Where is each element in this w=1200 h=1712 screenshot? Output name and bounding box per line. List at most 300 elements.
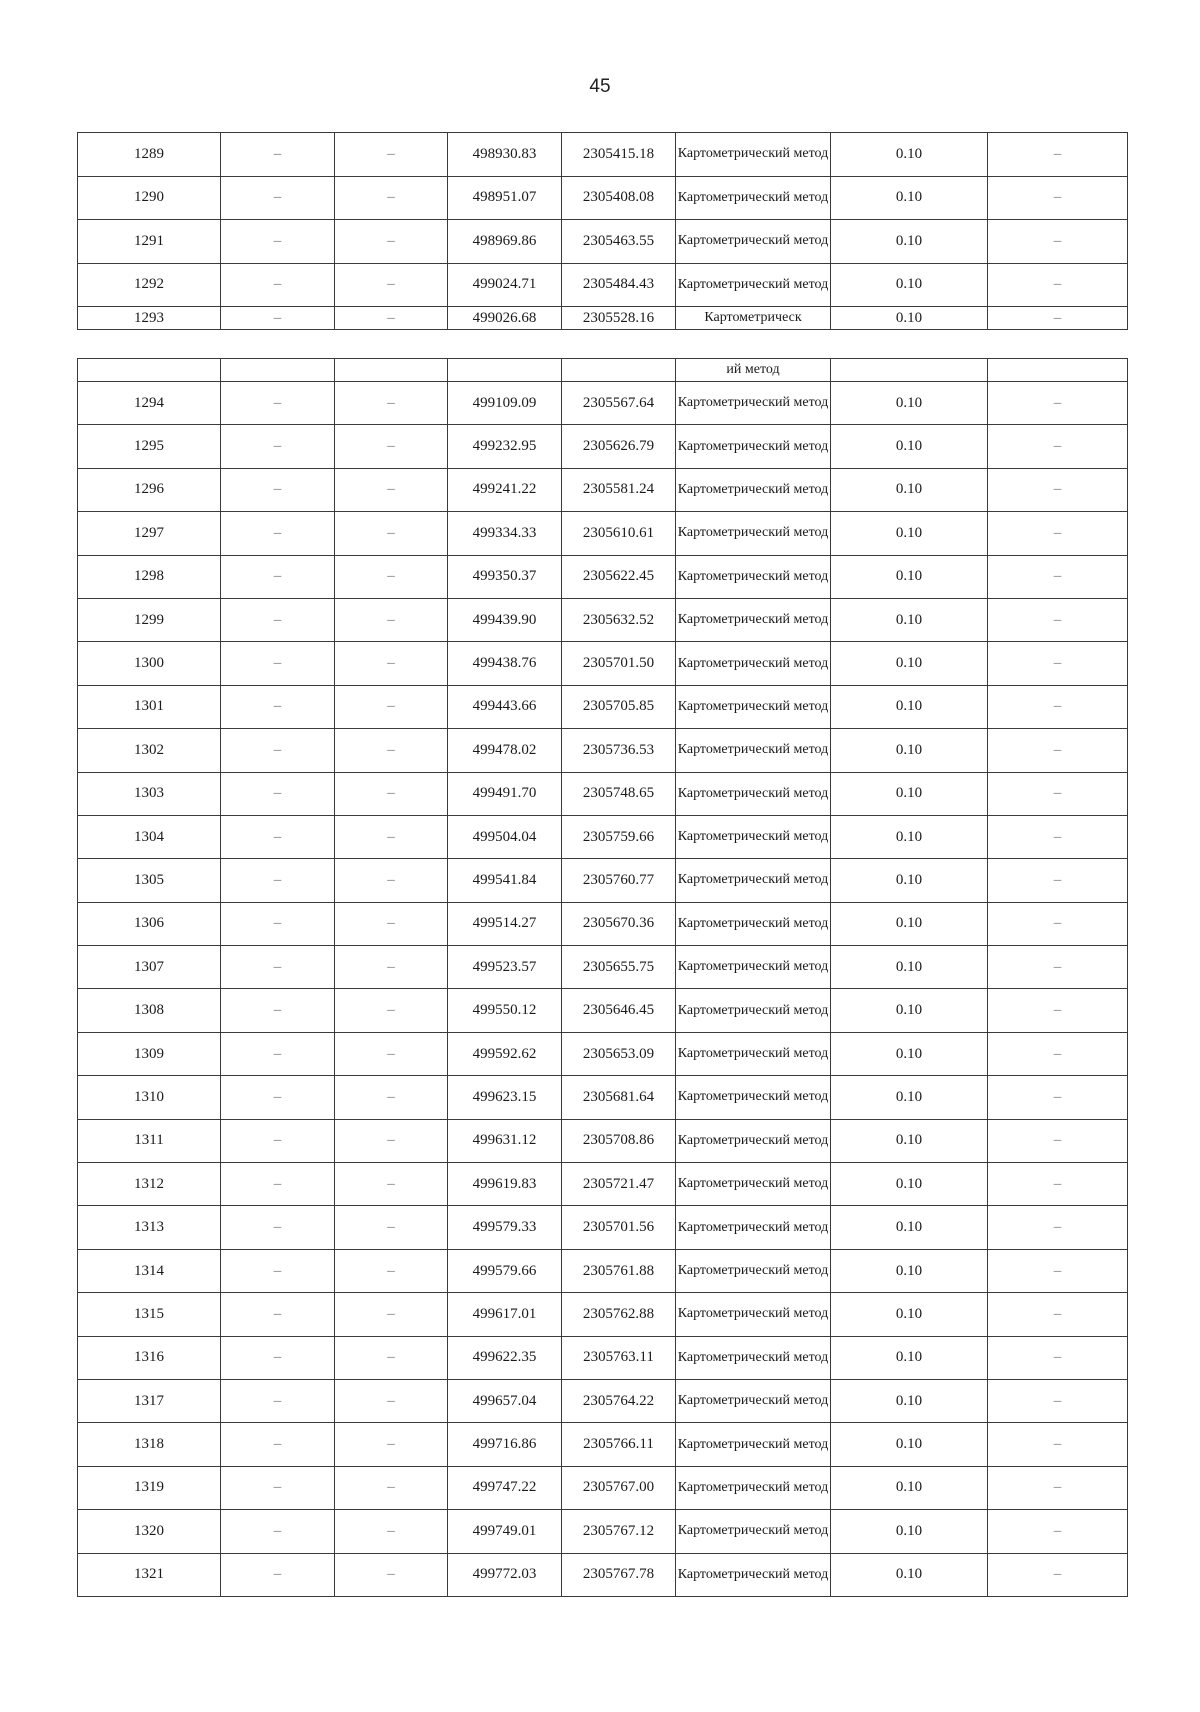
dash-cell: – [335,1249,448,1292]
point-number-cell: 1293 [78,307,221,330]
x-coordinate-cell: 498951.07 [448,176,562,220]
dash-cell: – [221,1510,335,1553]
table-row [78,263,1128,307]
y-coordinate-cell: 2305681.64 [562,1076,676,1119]
y-coordinate-cell: 2305721.47 [562,1163,676,1206]
dash-cell: – [335,989,448,1032]
y-coordinate-cell: 2305610.61 [562,512,676,555]
coordinates-table-part-1 [77,132,1128,330]
x-coordinate-cell: 499026.68 [448,307,562,330]
dash-cell: – [988,1379,1128,1422]
method-cell: Картометрический метод [676,598,831,641]
point-number-cell: 1321 [78,1553,221,1596]
table-row [78,468,1128,511]
x-coordinate-cell: 499334.33 [448,512,562,555]
table-row [78,1379,1128,1422]
dash-cell: – [988,1163,1128,1206]
dash-cell: – [988,1553,1128,1596]
point-number-cell: 1295 [78,425,221,468]
y-coordinate-cell: 2305760.77 [562,859,676,902]
y-coordinate-cell: 2305736.53 [562,729,676,772]
dash-cell: – [335,425,448,468]
dash-cell: – [335,1466,448,1509]
dash-cell: – [988,555,1128,598]
dash-cell: – [988,307,1128,330]
y-coordinate-cell: 2305484.43 [562,263,676,307]
y-coordinate-cell: 2305632.52 [562,598,676,641]
method-cell: Картометрический метод [676,220,831,264]
dash-cell: – [221,1553,335,1596]
dash-cell: – [221,220,335,264]
x-coordinate-cell: 499592.62 [448,1032,562,1075]
dash-cell: – [988,815,1128,858]
dash-cell: – [221,425,335,468]
y-coordinate-cell: 2305764.22 [562,1379,676,1422]
point-number-cell: 1316 [78,1336,221,1379]
method-cell: Картометрический метод [676,468,831,511]
error-cell: 0.10 [831,815,988,858]
point-number-cell: 1297 [78,512,221,555]
dash-cell: – [221,1206,335,1249]
method-cell: Картометрический метод [676,133,831,177]
point-number-cell: 1310 [78,1076,221,1119]
point-number-cell: 1315 [78,1293,221,1336]
dash-cell: – [988,133,1128,177]
method-cell: Картометрический метод [676,1510,831,1553]
error-cell: 0.10 [831,307,988,330]
method-cell: ий метод [676,359,831,382]
point-number-cell: 1300 [78,642,221,685]
dash-cell: – [988,1119,1128,1162]
error-cell: 0.10 [831,729,988,772]
x-coordinate-cell: 499439.90 [448,598,562,641]
y-coordinate-cell: 2305763.11 [562,1336,676,1379]
dash-cell: – [221,729,335,772]
dash-cell: – [221,772,335,815]
point-number-cell: 1319 [78,1466,221,1509]
error-cell: 0.10 [831,1336,988,1379]
y-coordinate-cell: 2305767.12 [562,1510,676,1553]
table-row [78,133,1128,177]
y-coordinate-cell: 2305626.79 [562,425,676,468]
table-row [78,1466,1128,1509]
point-number-cell: 1320 [78,1510,221,1553]
table-row [78,1163,1128,1206]
dash-cell: – [988,859,1128,902]
dash-cell: – [988,1293,1128,1336]
method-cell: Картометрический метод [676,1249,831,1292]
method-cell: Картометрический метод [676,685,831,728]
dash-cell: – [988,1423,1128,1466]
dash-cell: – [335,1163,448,1206]
method-cell: Картометрический метод [676,176,831,220]
dash-cell: – [335,512,448,555]
point-number-cell: 1312 [78,1163,221,1206]
y-coordinate-cell: 2305748.65 [562,772,676,815]
method-cell: Картометрический метод [676,859,831,902]
dash-cell: – [988,220,1128,264]
table-row [78,425,1128,468]
point-number-cell: 1303 [78,772,221,815]
table-row [78,859,1128,902]
method-cell: Картометрический метод [676,1379,831,1422]
method-cell: Картометрический метод [676,989,831,1032]
table-row [78,1076,1128,1119]
error-cell: 0.10 [831,220,988,264]
point-number-cell: 1311 [78,1119,221,1162]
dash-cell: – [221,1336,335,1379]
method-cell: Картометрический метод [676,729,831,772]
error-cell: 0.10 [831,468,988,511]
x-coordinate-cell: 498930.83 [448,133,562,177]
dash-cell: – [335,133,448,177]
y-coordinate-cell: 2305759.66 [562,815,676,858]
method-cell: Картометрический метод [676,382,831,425]
y-coordinate-cell: 2305670.36 [562,902,676,945]
y-coordinate-cell: 2305415.18 [562,133,676,177]
method-cell: Картометрический метод [676,1336,831,1379]
table-row [78,382,1128,425]
dash-cell: – [335,1119,448,1162]
dash-cell: – [988,946,1128,989]
y-coordinate-cell: 2305701.50 [562,642,676,685]
dash-cell: – [335,815,448,858]
dash-cell: – [221,815,335,858]
dash-cell: – [221,307,335,330]
y-coordinate-cell: 2305762.88 [562,1293,676,1336]
error-cell: 0.10 [831,1076,988,1119]
point-number-cell: 1306 [78,902,221,945]
y-coordinate-cell: 2305701.56 [562,1206,676,1249]
point-number-cell: 1308 [78,989,221,1032]
error-cell: 0.10 [831,989,988,1032]
method-cell: Картометрический метод [676,1466,831,1509]
error-cell: 0.10 [831,1423,988,1466]
page-number: 45 [589,76,611,97]
x-coordinate-cell: 499579.33 [448,1206,562,1249]
dash-cell: – [221,902,335,945]
method-cell: Картометрический метод [676,902,831,945]
x-coordinate-cell: 499504.04 [448,815,562,858]
error-cell: 0.10 [831,1249,988,1292]
dash-cell: – [221,859,335,902]
method-cell: Картометрический метод [676,1163,831,1206]
method-cell: Картометрический метод [676,512,831,555]
dash-cell: – [335,946,448,989]
dash-cell: – [988,1466,1128,1509]
table-row [78,512,1128,555]
dash-cell: – [988,1206,1128,1249]
coordinates-table-part-2 [77,358,1128,1597]
table-row [78,772,1128,815]
error-cell: 0.10 [831,1163,988,1206]
point-number-cell: 1294 [78,382,221,425]
y-coordinate-cell: 2305622.45 [562,555,676,598]
y-coordinate-cell: 2305705.85 [562,685,676,728]
x-coordinate-cell: 499443.66 [448,685,562,728]
error-cell: 0.10 [831,772,988,815]
dash-cell: – [988,425,1128,468]
dash-cell: – [221,946,335,989]
point-number-cell: 1290 [78,176,221,220]
table-row [78,946,1128,989]
point-number-cell: 1318 [78,1423,221,1466]
dash-cell: – [221,1119,335,1162]
dash-cell: – [221,598,335,641]
x-coordinate-cell: 499550.12 [448,989,562,1032]
table-body-part-2 [78,359,1128,1597]
dash-cell: – [335,1423,448,1466]
method-cell: Картометрический метод [676,555,831,598]
dash-cell: – [335,1076,448,1119]
dash-cell: – [335,1032,448,1075]
point-number-cell: 1298 [78,555,221,598]
x-coordinate-cell: 499523.57 [448,946,562,989]
method-cell: Картометрический метод [676,263,831,307]
method-cell: Картометрический метод [676,425,831,468]
dash-cell: – [335,1510,448,1553]
dash-cell: – [335,468,448,511]
dash-cell: – [221,263,335,307]
error-cell: 0.10 [831,133,988,177]
method-cell: Картометрический метод [676,1553,831,1596]
point-number-cell: 1289 [78,133,221,177]
point-number-cell: 1317 [78,1379,221,1422]
x-coordinate-cell: 499772.03 [448,1553,562,1596]
dash-cell: – [221,176,335,220]
dash-cell: – [335,1293,448,1336]
x-coordinate-cell: 499747.22 [448,1466,562,1509]
x-coordinate-cell: 499350.37 [448,555,562,598]
error-cell: 0.10 [831,512,988,555]
method-cell: Картометрический метод [676,1293,831,1336]
method-cell: Картометрический метод [676,946,831,989]
dash-cell: – [988,989,1128,1032]
y-coordinate-cell: 2305408.08 [562,176,676,220]
table-row [78,685,1128,728]
x-coordinate-cell: 499491.70 [448,772,562,815]
dash-cell: – [988,642,1128,685]
table-row [78,1553,1128,1596]
dash-cell: – [221,555,335,598]
y-coordinate-cell: 2305567.64 [562,382,676,425]
table-row [78,555,1128,598]
dash-cell: – [988,729,1128,772]
x-coordinate-cell: 499232.95 [448,425,562,468]
dash-cell: – [221,1076,335,1119]
table-row [78,815,1128,858]
dash-cell: – [335,555,448,598]
error-cell: 0.10 [831,1293,988,1336]
dash-cell: – [221,1032,335,1075]
x-coordinate-cell: 498969.86 [448,220,562,264]
dash-cell: – [335,772,448,815]
point-number-cell: 1309 [78,1032,221,1075]
table-row-carryover [78,359,1128,382]
table-row [78,598,1128,641]
table-row [78,1119,1128,1162]
dash-cell: – [988,1336,1128,1379]
dash-cell: – [988,382,1128,425]
dash-cell: – [988,263,1128,307]
dash-cell: – [335,220,448,264]
x-coordinate-cell: 499241.22 [448,468,562,511]
dash-cell: – [335,1379,448,1422]
dash-cell: – [221,1466,335,1509]
x-coordinate-cell: 499024.71 [448,263,562,307]
x-coordinate-cell: 499438.76 [448,642,562,685]
dash-cell: – [221,685,335,728]
dash-cell: – [988,1249,1128,1292]
x-coordinate-cell: 499541.84 [448,859,562,902]
x-coordinate-cell: 499716.86 [448,1423,562,1466]
point-number-cell: 1313 [78,1206,221,1249]
table-row [78,1032,1128,1075]
error-cell: 0.10 [831,859,988,902]
dash-cell: – [335,902,448,945]
y-coordinate-cell: 2305528.16 [562,307,676,330]
dash-cell: – [988,1032,1128,1075]
dash-cell: – [988,772,1128,815]
point-number-cell: 1301 [78,685,221,728]
dash-cell: – [988,468,1128,511]
dash-cell: – [221,382,335,425]
error-cell: 0.10 [831,1206,988,1249]
error-cell: 0.10 [831,946,988,989]
y-coordinate-cell: 2305581.24 [562,468,676,511]
dash-cell: – [335,642,448,685]
y-coordinate-cell: 2305708.86 [562,1119,676,1162]
table-row [78,902,1128,945]
y-coordinate-cell: 2305655.75 [562,946,676,989]
dash-cell: – [221,989,335,1032]
table-row [78,729,1128,772]
x-coordinate-cell: 499749.01 [448,1510,562,1553]
dash-cell: – [988,1510,1128,1553]
x-coordinate-cell: 499623.15 [448,1076,562,1119]
dash-cell: – [335,859,448,902]
table-row [78,1336,1128,1379]
table-row [78,1206,1128,1249]
dash-cell: – [221,1163,335,1206]
method-cell: Картометрический метод [676,1032,831,1075]
table-row [78,176,1128,220]
dash-cell: – [335,263,448,307]
y-coordinate-cell: 2305646.45 [562,989,676,1032]
point-number-cell: 1299 [78,598,221,641]
table-row [78,642,1128,685]
table-row [78,1293,1128,1336]
table-row [78,1510,1128,1553]
x-coordinate-cell: 499514.27 [448,902,562,945]
x-coordinate-cell: 499109.09 [448,382,562,425]
method-cell: Картометрическ [676,307,831,330]
dash-cell: – [335,1336,448,1379]
error-cell: 0.10 [831,1379,988,1422]
y-coordinate-cell: 2305767.78 [562,1553,676,1596]
dash-cell: – [335,382,448,425]
point-number-cell: 1292 [78,263,221,307]
method-cell: Картометрический метод [676,1423,831,1466]
y-coordinate-cell: 2305767.00 [562,1466,676,1509]
x-coordinate-cell: 499478.02 [448,729,562,772]
x-coordinate-cell: 499579.66 [448,1249,562,1292]
x-coordinate-cell: 499617.01 [448,1293,562,1336]
y-coordinate-cell: 2305761.88 [562,1249,676,1292]
method-cell: Картометрический метод [676,772,831,815]
dash-cell: – [988,685,1128,728]
method-cell: Картометрический метод [676,815,831,858]
dash-cell: – [988,176,1128,220]
error-cell: 0.10 [831,642,988,685]
dash-cell: – [221,512,335,555]
x-coordinate-cell: 499657.04 [448,1379,562,1422]
dash-cell: – [335,729,448,772]
dash-cell: – [335,307,448,330]
error-cell: 0.10 [831,902,988,945]
y-coordinate-cell: 2305463.55 [562,220,676,264]
error-cell: 0.10 [831,1032,988,1075]
dash-cell: – [221,1423,335,1466]
dash-cell: – [221,1379,335,1422]
dash-cell: – [988,902,1128,945]
x-coordinate-cell: 499619.83 [448,1163,562,1206]
dash-cell: – [221,1293,335,1336]
point-number-cell: 1291 [78,220,221,264]
error-cell: 0.10 [831,555,988,598]
method-cell: Картометрический метод [676,1076,831,1119]
dash-cell: – [988,512,1128,555]
point-number-cell: 1305 [78,859,221,902]
dash-cell: – [221,468,335,511]
y-coordinate-cell: 2305653.09 [562,1032,676,1075]
error-cell: 0.10 [831,685,988,728]
table-row [78,307,1128,330]
error-cell: 0.10 [831,1510,988,1553]
dash-cell: – [335,685,448,728]
error-cell: 0.10 [831,176,988,220]
method-cell: Картометрический метод [676,642,831,685]
error-cell: 0.10 [831,382,988,425]
point-number-cell: 1304 [78,815,221,858]
dash-cell: – [221,642,335,685]
error-cell: 0.10 [831,1553,988,1596]
table-row [78,220,1128,264]
y-coordinate-cell: 2305766.11 [562,1423,676,1466]
table-row [78,1249,1128,1292]
point-number-cell: 1307 [78,946,221,989]
dash-cell: – [335,598,448,641]
dash-cell: – [335,1553,448,1596]
x-coordinate-cell: 499631.12 [448,1119,562,1162]
dash-cell: – [988,598,1128,641]
error-cell: 0.10 [831,263,988,307]
error-cell: 0.10 [831,1119,988,1162]
dash-cell: – [335,176,448,220]
error-cell: 0.10 [831,425,988,468]
dash-cell: – [221,1249,335,1292]
method-cell: Картометрический метод [676,1119,831,1162]
error-cell: 0.10 [831,1466,988,1509]
error-cell: 0.10 [831,598,988,641]
dash-cell: – [335,1206,448,1249]
point-number-cell: 1314 [78,1249,221,1292]
dash-cell: – [221,133,335,177]
dash-cell: – [988,1076,1128,1119]
point-number-cell: 1302 [78,729,221,772]
method-cell: Картометрический метод [676,1206,831,1249]
table-row [78,989,1128,1032]
